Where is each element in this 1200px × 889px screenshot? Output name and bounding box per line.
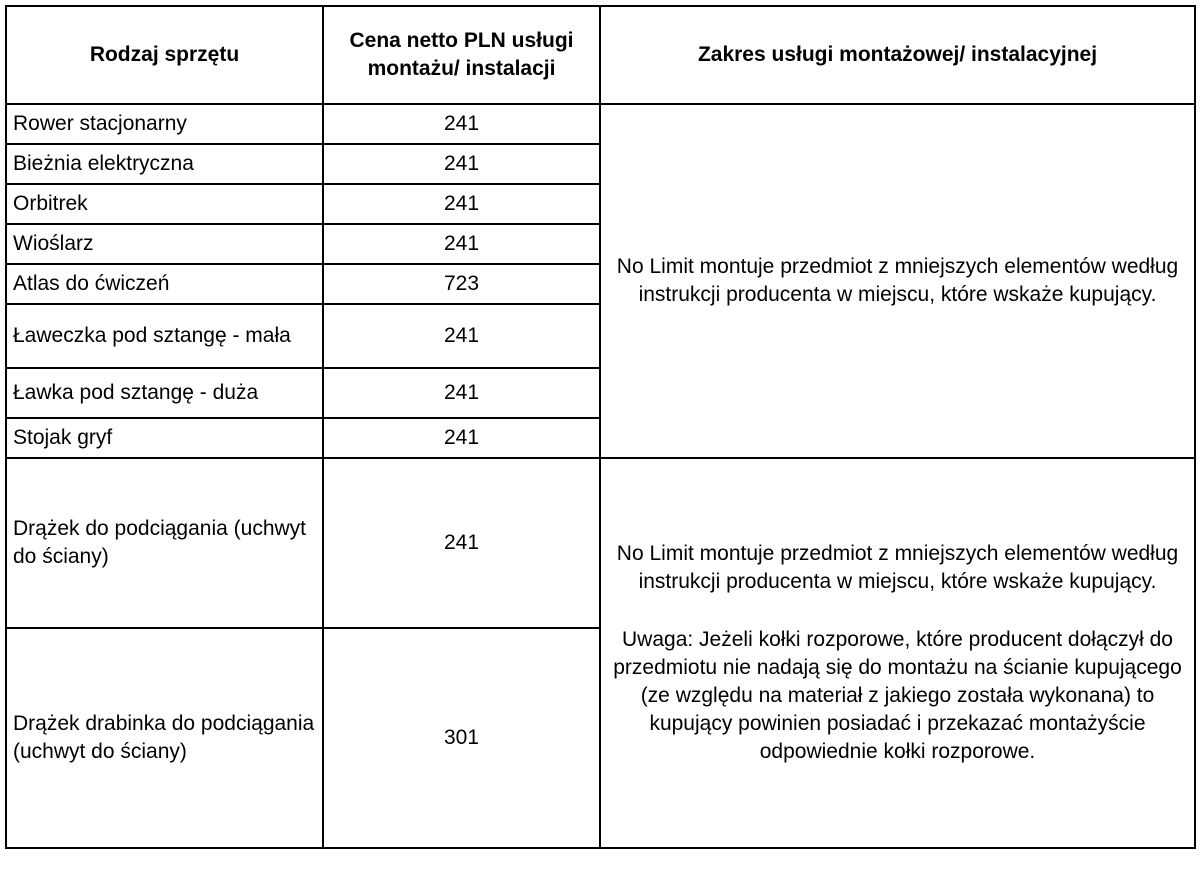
equipment-price: 241: [323, 458, 600, 628]
equipment-name: Stojak gryf: [6, 418, 323, 458]
table-row: [6, 104, 1195, 144]
equipment-price: 301: [323, 628, 600, 848]
equipment-name: Wioślarz: [6, 224, 323, 264]
equipment-name: Ławka pod sztangę - duża: [6, 368, 323, 418]
equipment-name: Bieżnia elektryczna: [6, 144, 323, 184]
equipment-name: Drążek drabinka do podciągania (uchwyt do ściany): [6, 628, 323, 848]
equipment-price: 723: [323, 264, 600, 304]
equipment-price: 241: [323, 104, 600, 144]
equipment-price: 241: [323, 144, 600, 184]
scope-group-1: No Limit montuje przedmiot z mniejszych elementów według instrukcji producenta w miejscu, które wskaże kupujący.: [600, 104, 1195, 458]
header-price: Cena netto PLN usługi montażu/ instalacji: [323, 6, 600, 104]
equipment-price: 241: [323, 224, 600, 264]
equipment-name: Atlas do ćwiczeń: [6, 264, 323, 304]
scope-group-2-text: No Limit montuje przedmiot z mniejszych elementów według instrukcji producenta w miejscu, które wskaże kupujący.: [616, 542, 1179, 593]
equipment-price: 241: [323, 418, 600, 458]
table-row: [6, 458, 1195, 628]
equipment-price: 241: [323, 184, 600, 224]
equipment-price-table: [5, 5, 1196, 849]
equipment-name: Drążek do podciągania (uchwyt do ściany): [6, 458, 323, 628]
scope-group-2: [600, 458, 1195, 848]
equipment-name: Orbitrek: [6, 184, 323, 224]
equipment-price: 241: [323, 304, 600, 368]
equipment-price: 241: [323, 368, 600, 418]
scope-group-2-note: Uwaga: Jeżeli kołki rozporowe, które producent dołączył do przedmiotu nie nadają się do montażu na ścianie kupującego (ze względu na materiał z jakiego została wykonana) to kupujący powinien posiadać i przekazać montażyście odpowiednie kołki rozporowe.: [613, 628, 1182, 763]
header-row: [6, 6, 1195, 104]
header-scope: Zakres usługi montażowej/ instalacyjnej: [600, 6, 1195, 104]
header-equipment: Rodzaj sprzętu: [6, 6, 323, 104]
note-spacer: [607, 596, 1188, 626]
equipment-name: Rower stacjonarny: [6, 104, 323, 144]
equipment-name: Ławeczka pod sztangę - mała: [6, 304, 323, 368]
